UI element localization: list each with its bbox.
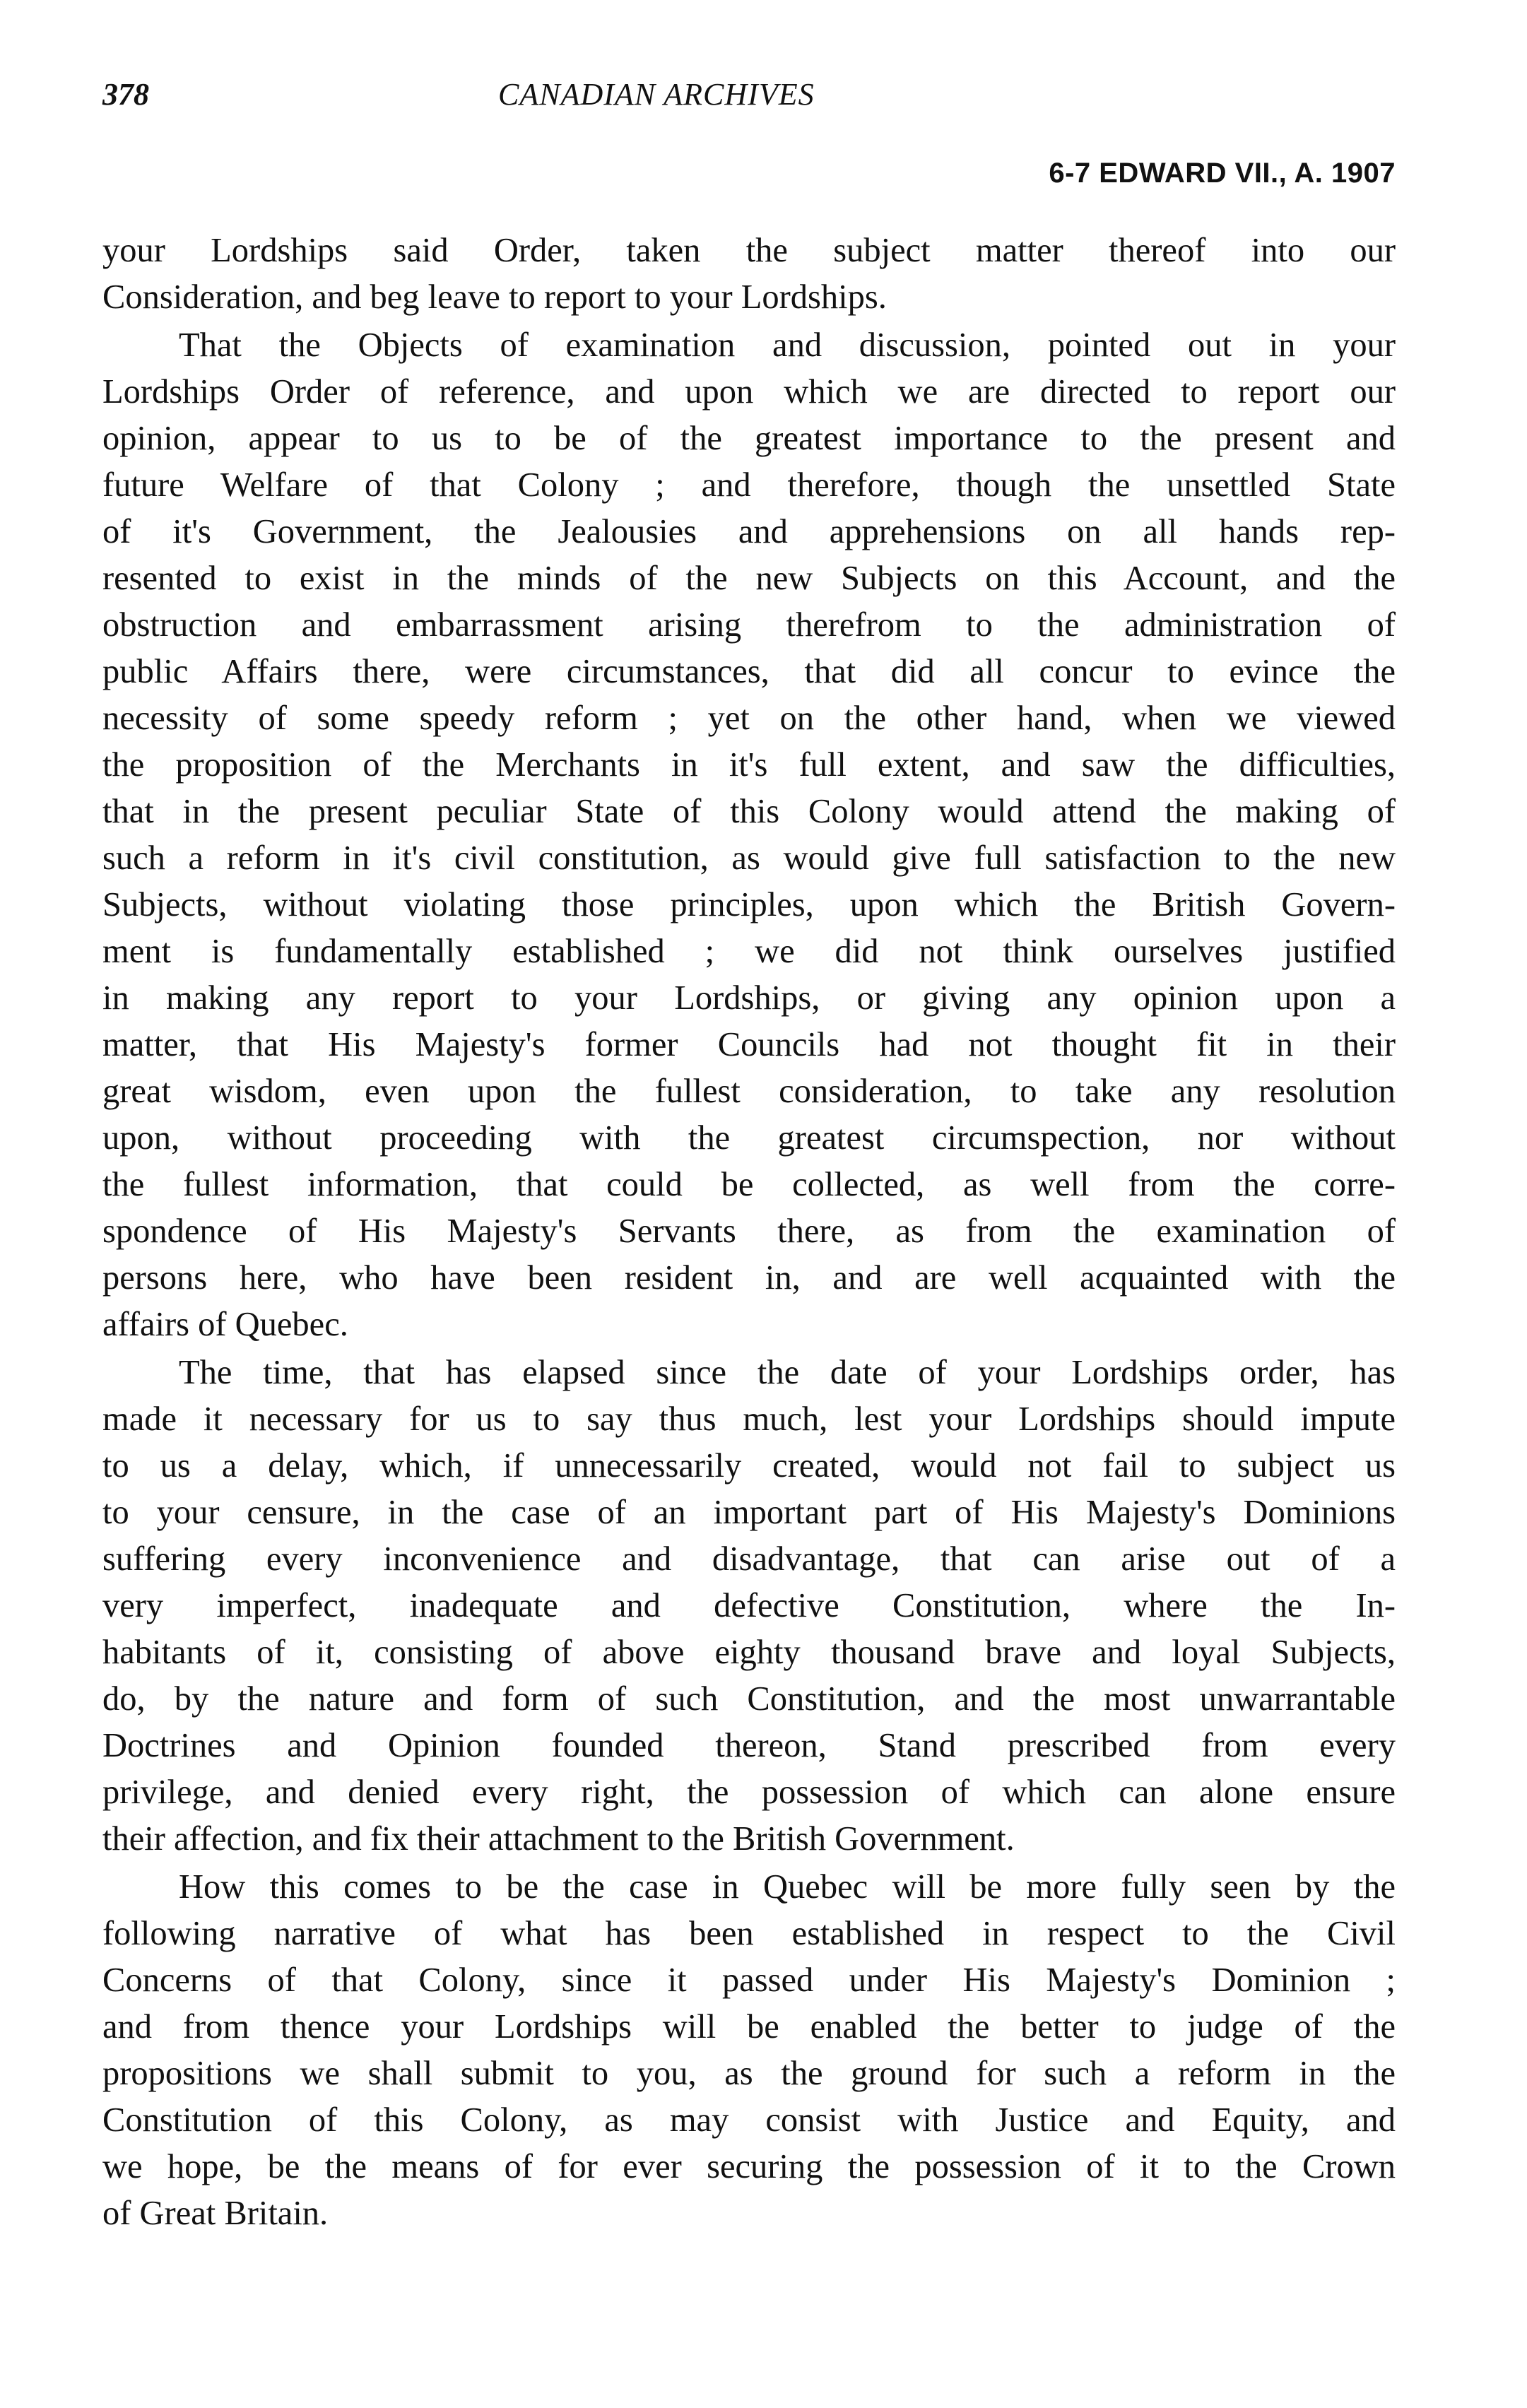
text-line: the fullest information, that could be collected, as well from the corre- [102, 1166, 1396, 1203]
text-line: of it's Government, the Jealousies and apprehensions on all hands rep- [102, 513, 1396, 550]
text-line: great wisdom, even upon the fullest consideration, to take any resolution [102, 1073, 1396, 1110]
text-line: upon, without proceeding with the greatest circumspection, nor without [102, 1119, 1396, 1157]
text-line: spondence of His Majesty's Servants there, as from the examination of [102, 1212, 1396, 1250]
text-line: and from thence your Lordships will be enabled the better to judge of the [102, 2008, 1396, 2046]
paragraph [102, 322, 1396, 1348]
text-line: to your censure, in the case of an important part of His Majesty's Dominions [102, 1494, 1396, 1531]
text-line: do, by the nature and form of such Constitution, and the most unwarrantable [102, 1680, 1396, 1718]
text-line: your Lordships said Order, taken the subject matter thereof into our [102, 232, 1396, 269]
text-line: Doctrines and Opinion founded thereon, Stand prescribed from every [102, 1727, 1396, 1764]
page-number: 378 [102, 77, 149, 112]
text-line: affairs of Quebec. [102, 1306, 348, 1343]
text-line: very imperfect, inadequate and defective Constitution, where the In- [102, 1587, 1396, 1624]
text-line: How this comes to be the case in Quebec will be more fully seen by the [179, 1868, 1396, 1906]
text-line: their affection, and fix their attachment to the British Government. [102, 1820, 1015, 1858]
text-line: the proposition of the Merchants in it's full extent, and saw the difficulties, [102, 746, 1396, 784]
text-line: ment is fundamentally established ; we did not think ourselves justified [102, 933, 1396, 970]
text-line: opinion, appear to us to be of the greatest importance to the present and [102, 420, 1396, 457]
text-line: Subjects, without violating those principles, upon which the British Govern- [102, 886, 1396, 923]
text-line: propositions we shall submit to you, as the ground for such a reform in the [102, 2055, 1396, 2092]
paragraph [102, 1864, 1396, 2237]
text-line: following narrative of what has been established in respect to the Civil [102, 1915, 1396, 1952]
text-line: Lordships Order of reference, and upon which we are directed to report our [102, 373, 1396, 411]
text-line: to us a delay, which, if unnecessarily created, would not fail to subject us [102, 1447, 1396, 1485]
text-line: future Welfare of that Colony ; and therefore, though the unsettled State [102, 466, 1396, 504]
session-label: 6-7 EDWARD VII., A. 1907 [1049, 158, 1396, 189]
body-text [102, 228, 1396, 2238]
running-title: CANADIAN ARCHIVES [498, 77, 815, 112]
text-line: we hope, be the means of for ever securing the possession of it to the Crown [102, 2148, 1396, 2185]
text-line: Concerns of that Colony, since it passed under His Majesty's Dominion ; [102, 1961, 1396, 1999]
text-line: persons here, who have been resident in, and are well acquainted with the [102, 1259, 1396, 1297]
text-line: Consideration, and beg leave to report to your Lordships. [102, 278, 887, 316]
text-line: Constitution of this Colony, as may consist with Justice and Equity, and [102, 2101, 1396, 2139]
text-line: The time, that has elapsed since the date of your Lordships order, has [179, 1354, 1396, 1391]
text-line: made it necessary for us to say thus much, lest your Lordships should impute [102, 1400, 1396, 1438]
text-line: in making any report to your Lordships, or giving any opinion upon a [102, 979, 1396, 1017]
paragraph [102, 228, 1396, 321]
text-line: obstruction and embarrassment arising therefrom to the administration of [102, 606, 1396, 644]
paragraph [102, 1350, 1396, 1863]
text-line: resented to exist in the minds of the new Subjects on this Account, and the [102, 560, 1396, 597]
text-line: such a reform in it's civil constitution, as would give full satisfaction to the new [102, 839, 1396, 877]
text-line: habitants of it, consisting of above eighty thousand brave and loyal Subjects, [102, 1634, 1396, 1671]
text-line: necessity of some speedy reform ; yet on the other hand, when we viewed [102, 700, 1396, 737]
text-line: matter, that His Majesty's former Councils had not thought fit in their [102, 1026, 1396, 1063]
text-line: privilege, and denied every right, the possession of which can alone ensure [102, 1773, 1396, 1811]
running-head [102, 76, 1396, 119]
text-line: suffering every inconvenience and disadvantage, that can arise out of a [102, 1540, 1396, 1578]
text-line: that in the present peculiar State of this Colony would attend the making of [102, 793, 1396, 830]
text-line: of Great Britain. [102, 2195, 329, 2232]
text-line: public Affairs there, were circumstances, that did all concur to evince the [102, 653, 1396, 690]
text-line: That the Objects of examination and discussion, pointed out in your [179, 326, 1396, 364]
